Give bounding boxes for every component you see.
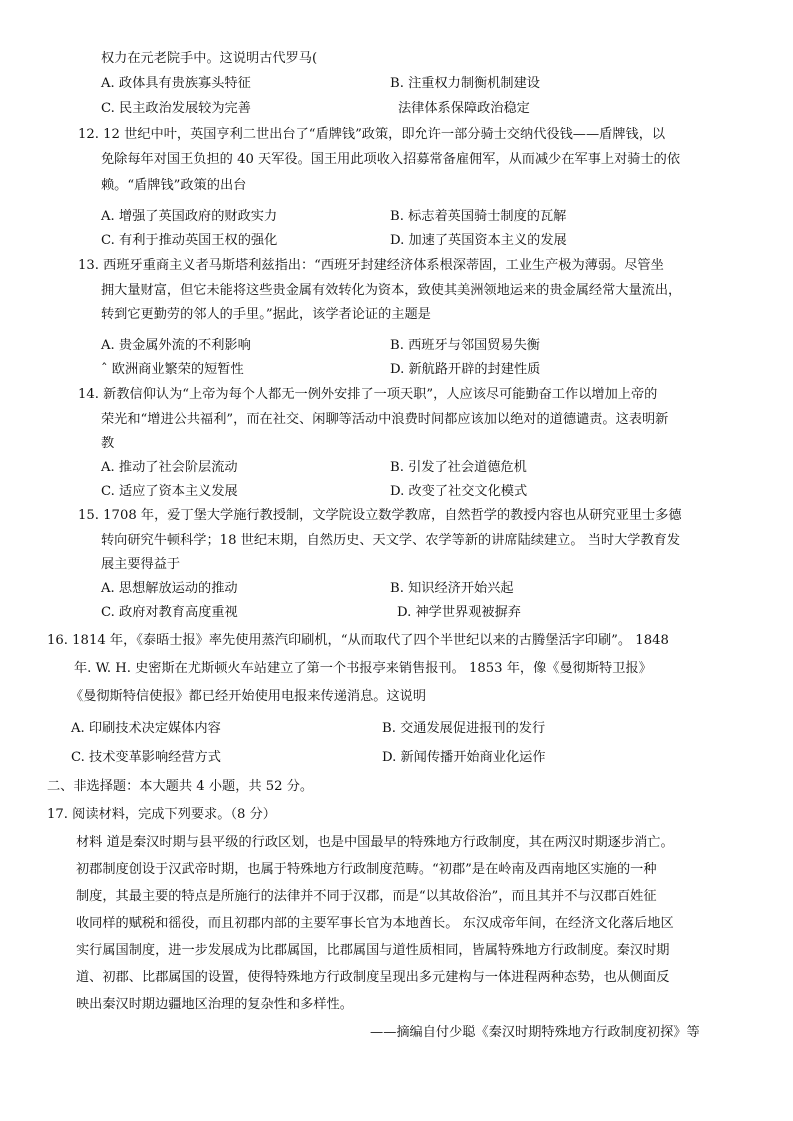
question-14-stem: 荣光和“增进公共福利”，而在社交、闲聊等活动中浪费时间都应该加以绝对的道德谴责。这表明新 [101,412,669,427]
question-11-stem-tail: 权力在元老院手中。这说明古代罗马( [101,51,318,66]
question-13-option-d[interactable]: D. 新航路开辟的封建性质 [390,362,541,377]
question-12-stem: 免除每年对国王负担的 40 天军役。国王用此项收入招募常备雇佣军，从而减少在军事上对骑士的依 [101,152,681,167]
question-15-stem: 展主要得益于 [101,557,181,572]
question-13-option-b[interactable]: B. 西班牙与邻国贸易失衡 [390,338,540,353]
question-11-option-b[interactable]: B. 注重权力制衡机制建设 [390,76,540,91]
question-12-stem: 赖。“盾牌钱”政策的出台 [101,178,247,193]
question-12-option-c[interactable]: C. 有利于推动英国王权的强化 [101,233,278,248]
question-14-option-d[interactable]: D. 改变了社交文化模式 [390,484,528,499]
question-17-material-line: 初郡制度创设于汉武帝时期，也属于特殊地方行政制度范畴。“初郡”是在岭南及西南地区实施的一种 [76,862,657,877]
question-13-option-c[interactable]: ˆ 欧洲商业繁荣的短暂性 [101,362,244,377]
question-16-option-b[interactable]: B. 交通发展促进报刊的发行 [382,721,546,736]
question-17-material-line: 制度，其最主要的特点是所施行的法律并不同于汉郡，而是“以其故俗治”，而且其并不与汉郡百姓征 [76,889,657,904]
question-15-option-a[interactable]: A. 思想解放运动的推动 [101,581,238,596]
question-17-title: 17. 阅读材料，完成下列要求。（8 分） [47,807,276,822]
question-13-option-a[interactable]: A. 贵金属外流的不利影响 [101,338,251,353]
question-14-option-b[interactable]: B. 引发了社会道德危机 [390,460,527,475]
question-15-stem: 15. 1708 年，爱丁堡大学施行教授制，文学院设立数学教席，自然哲学的教授内容也从研究亚里士多德 [78,508,682,523]
question-12-option-a[interactable]: A. 增强了英国政府的财政实力 [101,209,278,224]
question-16-option-d[interactable]: D. 新闻传播开始商业化运作 [382,750,546,765]
question-11-option-a[interactable]: A. 政体具有贵族寡头特征 [101,76,251,91]
question-17-source: ——摘编自付少聪《秦汉时期特殊地方行政制度初探》等 [370,1025,700,1040]
question-13-stem: 拥大量财富，但它未能将这些贵金属有效转化为资本，致使其美洲领地运来的贵金属经常大量流出， [101,283,682,298]
question-15-option-c[interactable]: C. 政府对教育高度重视 [101,605,238,620]
question-16-option-a[interactable]: A. 印刷技术决定媒体内容 [71,721,221,736]
question-12-option-b[interactable]: B. 标志着英国骑士制度的瓦解 [390,209,567,224]
question-15-option-b[interactable]: B. 知识经济开始兴起 [390,581,514,596]
question-15-option-d[interactable]: D. 神学世界观被摒弃 [397,605,521,620]
question-13-stem: 13. 西班牙重商主义者马斯塔利兹指出：“西班牙封建经济体系根深蒂固，工业生产极为薄弱。尽管坐 [78,258,664,273]
question-17-material-line: 材料 道是秦汉时期与县平级的行政区划，也是中国最早的特殊地方行政制度，其在两汉时期逐步消亡。 [76,835,674,850]
question-14-stem: 教 [101,436,115,451]
question-15-stem: 转向研究牛顿科学；18 世纪末期，自然历史、天文学、农学等新的讲席陆续建立。 当时大学教育发 [101,533,681,548]
question-16-stem: 年. W. H. 史密斯在尤斯顿火车站建立了第一个书报亭来销售报刊。 1853 年，像《曼彻斯特卫报》 [74,661,652,676]
question-14-stem: 14. 新教信仰认为“上帝为每个人都无一例外安排了一项天职”，人应该尽可能勤奋工作以增加上帝的 [78,387,658,402]
question-14-option-a[interactable]: A. 推动了社会阶层流动 [101,460,238,475]
question-11-option-c[interactable]: C. 民主政治发展较为完善 [101,101,251,116]
question-17-material-line: 映出秦汉时期边疆地区治理的复杂性和多样性。 [76,997,353,1012]
question-17-material-line: 实行属国制度，进一步发展成为比郡属国，比郡属国与道性质相同，皆属特殊地方行政制度。秦汉时期 [76,943,670,958]
question-12-option-d[interactable]: D. 加速了英国资本主义的发展 [390,233,567,248]
question-16-stem: 16. 1814 年，《泰晤士报》率先使用蒸汽印刷机，“从而取代了四个半世纪以来的古腾堡活字印刷”。 1848 [47,633,669,648]
question-12-stem: 12. 12 世纪中叶，英国亨利二世出台了“盾牌钱”政策，即允许一部分骑士交纳代役钱——盾牌钱，以 [78,127,666,142]
question-16-stem: 《曼彻斯特信使报》都已经开始使用电报来传递消息。这说明 [70,689,427,704]
question-11-option-d[interactable]: 法律体系保障政治稳定 [398,101,530,116]
section-heading: 二、非选择题：本大题共 4 小题，共 52 分。 [47,779,314,794]
question-16-option-c[interactable]: C. 技术变革影响经营方式 [71,750,221,765]
question-14-option-c[interactable]: C. 适应了资本主义发展 [101,484,238,499]
question-13-stem: 转到它更勤劳的邻人的手里。”据此，该学者论证的主题是 [101,307,431,322]
question-17-material-line: 收同样的赋税和徭役，而且初郡内部的主要军事长官为本地酋长。 东汉成帝年间，在经济文化落后地区 [76,916,674,931]
question-17-material-line: 道、初郡、比郡属国的设置，使得特殊地方行政制度呈现出多元建构与一体进程两种态势，也从侧面反 [76,970,670,985]
